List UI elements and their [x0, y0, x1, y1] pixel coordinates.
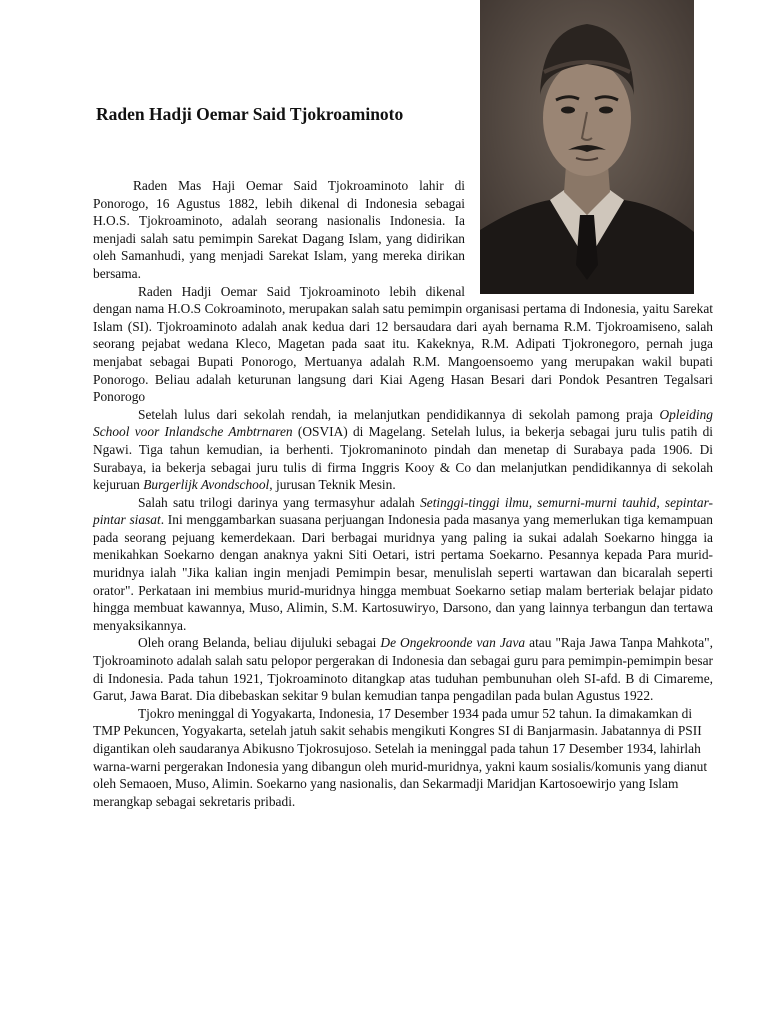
italic-term: Setinggi-tinggi ilmu, semurni-murni tauhid, sepintar-pintar siasat [93, 494, 713, 528]
paragraph-6: Tjokro meninggal di Yogyakarta, Indonesia, 17 Desember 1934 pada umur 52 tahun. Ia dimakamkan di TMP Pekuncen, Yogyakarta, setelah jatuh sakit sehabis mengikuti Kongres SI di Banjarmasin. Jabatannya di PSII digantikan oleh saudaranya Abikusno Tjokrosujoso. Setelah ia meninggal pada tahun 17 Desember 1934, lahirlah warna-warni pergerakan Indonesia yang dibangun oleh murid-muridnya, yakni kaum sosialis/komunis yang dianut oleh Semaoen, Muso, Alimin. Soekarno yang nasionalis, dan Sekarmadji Maridjan Kartosoewirjo yang Islam merangkap sebagai sekretaris pribadi. [93, 705, 708, 809]
article-body [93, 177, 713, 810]
paragraph-2: Raden Hadji Oemar Said Tjokroaminoto lebih dikenal dengan nama H.O.S Cokroaminoto, merupakan salah satu pemimpin organisasi pertama di Indonesia, yaitu Sarekat Islam (SI). Tjokroaminoto adalah anak kedua dari 12 bersaudara dari ayah bernama R.M. Tjokroamiseno, salah seorang pejabat wedana Kleco, Magetan pada saat itu. Kakeknya, R.M. Adipati Tjokronegoro, pernah juga menjabat sebagai Bupati Ponorogo, Mertuanya adalah R.M. Mangoensoemo yang merupakan wakil bupati Ponorogo. Beliau adalah keturunan langsung dari Kiai Ageng Hasan Besari dari Pondok Pesantren Tegalsari Ponorogo [93, 283, 713, 405]
italic-term: Burgerlijk Avondschool [143, 477, 270, 493]
paragraph-1: Raden Mas Haji Oemar Said Tjokroaminoto lahir di Ponorogo, 16 Agustus 1882, lebih dikenal di Indonesia sebagai H.O.S. Tjokroaminoto, adalah seorang nasionalis Indonesia. Ia menjadi salah satu pemimpin Sarekat Dagang Islam, yang didirikan oleh Samanhudi, yang menjadi Sarekat Islam, yang mereka dirikan bersama. [93, 178, 465, 281]
photo-wrap-spacer [465, 177, 713, 299]
paragraph-3: Setelah lulus dari sekolah rendah, ia melanjutkan pendidikannya di sekolah pamong praja Opleiding School voor Inlandsche Ambtrnaren (OSVIA) di Magelang. Setelah lulus, ia bekerja sebagai juru tulis patih di Ngawi. Tiga tahun kemudian, ia berhenti. Tjokromaninoto pindah dan menetap di Surabaya pada 1906. Di Surabaya, ia bekerja sebagai juru tulis di firma Inggris Kooy & Co dan melanjutkan pendidikannya di sekolah kejuruan Burgerlijk Avondschool, jurusan Teknik Mesin. [93, 406, 713, 493]
page-title: Raden Hadji Oemar Said Tjokroaminoto [96, 104, 404, 124]
paragraph-4: Salah satu trilogi darinya yang termasyhur adalah Setinggi-tinggi ilmu, semurni-murni tauhid, sepintar-pintar siasat. Ini menggambarkan suasana perjuangan Indonesia pada masanya yang memerlukan tiga kemampuan pada seorang pejuang kemerdekaan. Dari berbagai muridnya yang paling ia sukai adalah Soekarno hingga ia menikahkan Soekarno dengan anaknya yakni Siti Oetari, istri pertama Soekarno. Pesannya kepada Para murid-muridnya ialah "Jika kalian ingin menjadi Pemimpin besar, menulislah seperti wartawan dan bicaralah seperti orator". Perkataan ini membius murid-muridnya hingga membuat Soekarno setiap malam berteriak belajar pidato hingga membuat kawannya, Muso, Alimin, S.M. Kartosuwiryo, Darsono, dan yang lainnya terbangun dan tertawa menyaksikannya. [93, 494, 714, 633]
italic-term: De Ongekroonde van Java [380, 635, 526, 651]
italic-term: Opleiding School voor Inlandsche Ambtrnaren [93, 406, 713, 440]
paragraph-5: Oleh orang Belanda, beliau dijuluki sebagai De Ongekroonde van Java atau "Raja Jawa Tanpa Mahkota", Tjokroaminoto adalah salah satu pelopor pergerakan di Indonesia dan sebagai guru para pemimpin-pemimpin besar di Indonesia. Pada tahun 1921, Tjokroaminoto ditangkap atas tuduhan pembunuhan oleh SI-afd. B di Cimareme, Garut, Jawa Barat. Dia dibebaskan sekitar 9 bulan kemudian tanpa pengadilan pada bulan Agustus 1922. [93, 635, 713, 704]
